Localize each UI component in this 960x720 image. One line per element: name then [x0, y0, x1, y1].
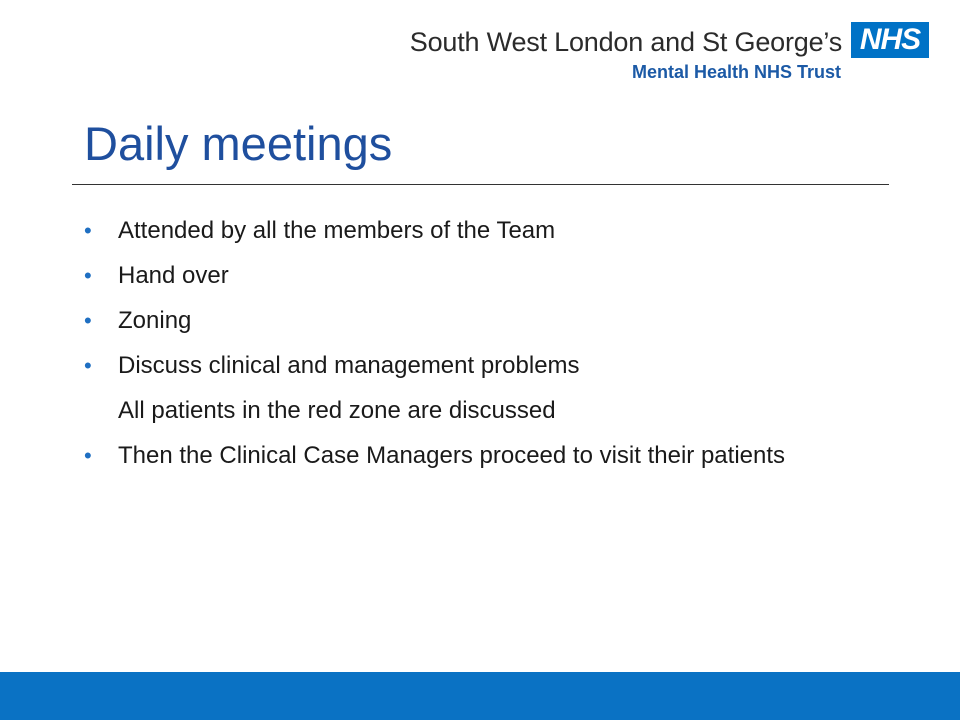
bullet-marker: • — [84, 353, 92, 378]
bullet-text: Attended by all the members of the Team — [118, 217, 556, 244]
footer-bar — [0, 672, 960, 720]
sub-item — [0, 396, 838, 426]
bullet-item — [0, 306, 838, 336]
slide-title: Daily meetings — [84, 117, 393, 170]
bullet-text: Hand over — [118, 262, 229, 289]
bullet-item — [0, 216, 838, 246]
org-name: South West London and St George’s — [409, 27, 842, 57]
bullet-marker: • — [84, 443, 92, 468]
bullet-marker: • — [84, 218, 92, 243]
bullet-item — [0, 261, 838, 291]
bullet-marker: • — [84, 263, 92, 288]
title-divider — [72, 184, 889, 185]
bullet-marker: • — [84, 308, 92, 333]
bullet-item — [0, 441, 838, 471]
bullet-text: Zoning — [118, 307, 192, 334]
bullet-text: Discuss clinical and management problems — [118, 352, 580, 379]
bullet-text: All patients in the red zone are discussed — [118, 397, 556, 424]
bullet-text: Then the Clinical Case Managers proceed to visit their patients — [118, 442, 786, 469]
bullet-list — [0, 216, 960, 486]
bullet-item — [0, 351, 838, 381]
nhs-logo: NHS — [851, 22, 929, 58]
org-subtitle: Mental Health NHS Trust — [631, 62, 841, 82]
